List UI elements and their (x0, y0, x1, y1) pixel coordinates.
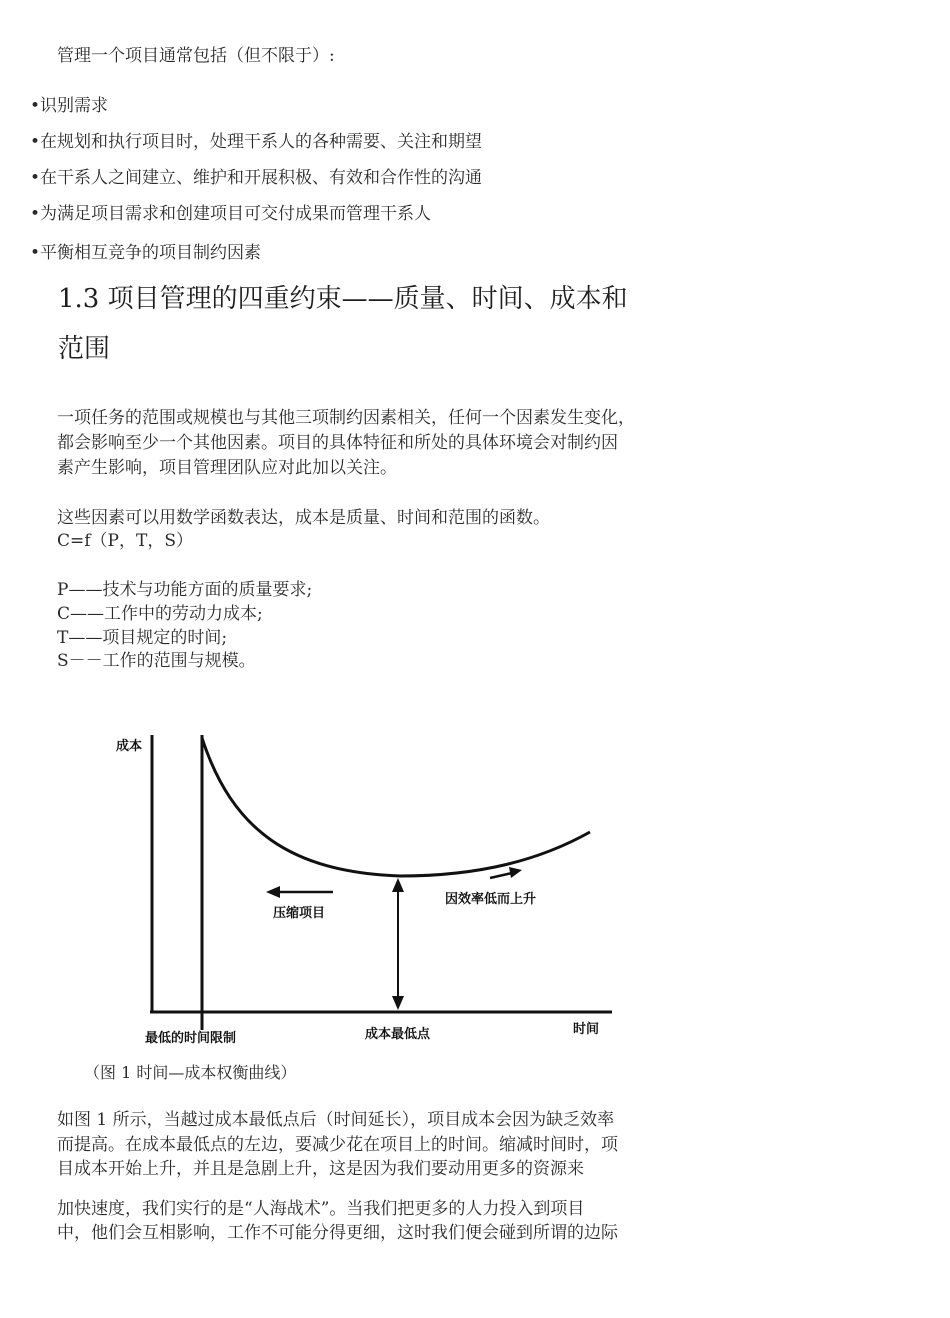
list-item: •在规划和执行项目时，处理干系人的各种需要、关注和期望 (30, 132, 483, 152)
min-cost-arrow-up-head (392, 878, 404, 892)
list-item: •为满足项目需求和创建项目可交付成果而管理干系人 (30, 204, 432, 224)
definition-item: T——项目规定的时间; (57, 628, 228, 648)
min-time-label: 最低的时间限制 (145, 1031, 237, 1046)
paragraph-line: 这些因素可以用数学函数表达，成本是质量、时间和范围的函数。 (57, 508, 550, 528)
min-cost-arrow-down-head (392, 996, 404, 1010)
paragraph-line: 素产生影响，项目管理团队应对此加以关注。 (57, 458, 397, 478)
list-item: •在干系人之间建立、维护和开展积极、有效和合作性的沟通 (30, 168, 483, 188)
paragraph-line: 加快速度，我们实行的是“人海战术”。当我们把更多的人力投入到项目 (57, 1199, 585, 1219)
compress-arrow-head (266, 886, 280, 898)
compress-label: 压缩项目 (273, 906, 326, 921)
min-cost-label: 成本最低点 (365, 1027, 431, 1042)
definition-item: S－－工作的范围与规模。 (57, 651, 256, 671)
definition-item: C——工作中的劳动力成本; (57, 604, 263, 624)
section-heading-line2: 范围 (58, 334, 111, 364)
paragraph-line: 一项任务的范围或规模也与其他三项制约因素相关，任何一个因素发生变化， (57, 408, 635, 428)
figure-caption: （图 1 时间—成本权衡曲线） (84, 1063, 297, 1082)
paragraph-line: 如图 1 所示，当越过成本最低点后（时间延长），项目成本会因为缺乏效率 (57, 1110, 615, 1130)
list-item: •识别需求 (30, 96, 109, 116)
y-axis-label: 成本 (116, 739, 143, 754)
paragraph-line: 而提高。在成本最低点的左边，要减少花在项目上的时间。缩减时间时，项 (57, 1135, 618, 1155)
efficiency-label: 因效率低而上升 (445, 892, 537, 907)
list-item: •平衡相互竞争的项目制约因素 (30, 243, 262, 263)
section-heading-line1: 1.3 项目管理的四重约束——质量、时间、成本和 (58, 284, 628, 314)
intro-text: 管理一个项目通常包括（但不限于）: (57, 46, 335, 66)
definition-item: P——技术与功能方面的质量要求; (57, 580, 313, 600)
paragraph-line: 都会影响至少一个其他因素。项目的具体特征和所处的具体环境会对制约因 (57, 433, 618, 453)
formula: C=f（P，T，S） (57, 531, 193, 551)
efficiency-arrow-head (509, 867, 522, 878)
paragraph-line: 目成本开始上升，并且是急剧上升，这是因为我们要动用更多的资源来 (57, 1159, 584, 1179)
efficiency-arrow (490, 873, 512, 878)
cost-curve (202, 738, 590, 876)
paragraph-line: 中，他们会互相影响，工作不可能分得更细，这时我们便会碰到所谓的边际 (57, 1223, 618, 1243)
x-axis-label: 时间 (573, 1022, 600, 1037)
